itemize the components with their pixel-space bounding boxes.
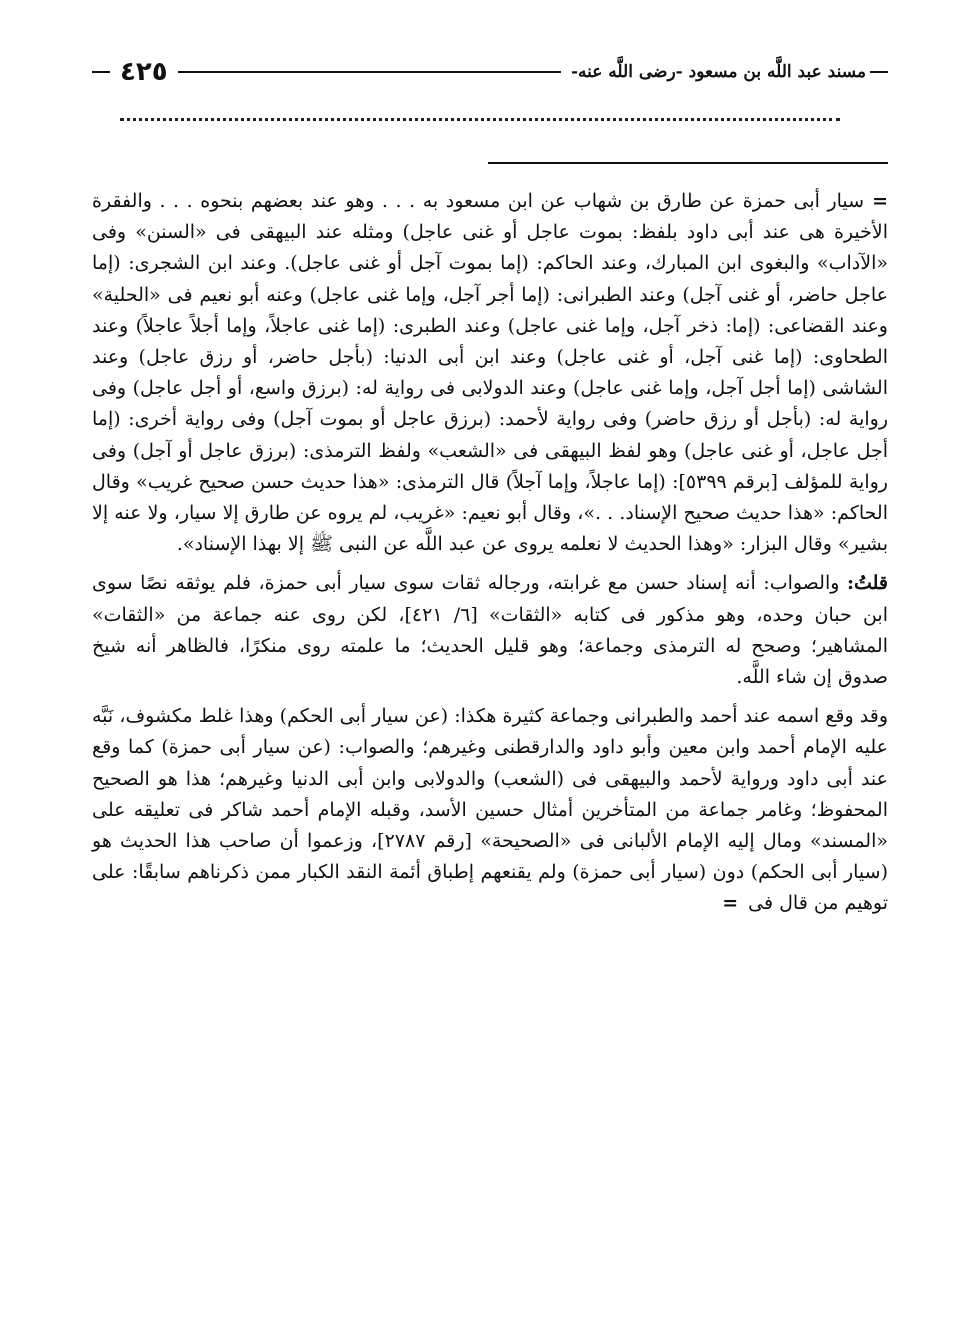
header-dash-left [92, 71, 110, 73]
end-continuation-mark: = [722, 892, 739, 915]
footnote-paragraph-3 [92, 701, 888, 919]
paragraph-lead-word: قلتُ: [846, 572, 888, 595]
footnote-paragraph-1-text: سيار أبى حمزة عن طارق بن شهاب عن ابن مسعود به . . . وهو عند بعضهم بنحوه . . . والفقرة الأخيرة هى عند أبى داود بلفظ: بموت عاجل أو غنى عاجل) ومثله عند البيهقى فى «السنن» وفى «الآداب» والبغوى ابن المبارك، وعند الحاكم: (إما بموت آجل أو غنى عاجل). وعند ابن الشجرى: (إما عاجل حاضر، أو غنى آجل) وعند الطبرانى: (إما أجر آجل، وإما غنى عاجل) وعنه أبو نعيم فى «الحلية» وعند القضاعى: (إما: ذخر آجل، وإما غنى عاجل) وعند الطبرى: (إما غنى عاجلاً، وإما أجلاً عاجلاً) وعند الطحاوى: (إما غنى آجل، أو غنى عاجل) وعند ابن أبى الدنيا: (بأجل حاضر، أو رزق عاجل) وعند الشاشى (إما أجل آجل، وإما غنى عاجل) وعند الدولابى فى رواية له: (برزق واسع، أو أجل عاجل) وفى رواية له: (بأجل أو رزق حاضر) وفى رواية لأحمد: (برزق عاجل أو بموت آجل) وفى رواية أخرى: (إما أجل عاجل، أو غنى عاجل) وهو لفظ البيهقى فى «الشعب» ولفظ الترمذى: (برزق عاجل أو آجل) وفى رواية للمؤلف [برقم ٥٣٩٩]: (إما عاجلاً، وإما آجلاً) قال الترمذى: «هذا حديث حسن صحيح غريب» وقال الحاكم: «هذا حديث صحيح الإسناد. . .»، وقال أبو نعيم: «غريب، لم يروه عن طارق إلا سيار، ولا عنه إلا بشير» وقال البزار: «وهذا الحديث لا نعلمه يروى عن عبد اللَّه عن النبى ﷺ إلا بهذا الإسناد». [92, 190, 888, 556]
footnote-paragraph-2 [92, 568, 888, 693]
footnote-paragraph-3-text: وقد وقع اسمه عند أحمد والطبرانى وجماعة كثيرة هكذا: (عن سيار أبى الحكم) وهذا غلط مكشوف، نَبَّه عليه الإمام أحمد وابن معين وأبو داود والدارقطنى وغيرهم؛ والصواب: (عن سيار أبى حمزة) كما وقع عند أبى داود ورواية لأحمد والبيهقى فى (الشعب) والدولابى وابن أبى الدنيا وغيرهم؛ هذا هو الصحيح المحفوظ؛ وغامر جماعة من المتأخرين أمثال حسين الأسد، وقبله الإمام أحمد شاكر فى تعليقه على «المسند» ومال إليه الإمام الألبانى فى «الصحيحة» [رقم ٢٧٨٧]، وزعموا أن صاحب هذا الحديث هو (سيار أبى الحكم) دون (سيار أبى حمزة) ولم يقنعهم إطباق أئمة النقد الكبار ممن ذكرناهم سابقًا: على توهيم من قال فى [92, 705, 888, 915]
header-rule [178, 71, 561, 73]
footnote-paragraph-1 [92, 186, 888, 560]
footnote-paragraph-2-text: والصواب: أنه إسناد حسن مع غرابته، ورجاله ثقات سوى سيار أبى حمزة، فلم يوثقه نصًا سوى ابن حبان وحده، وهو مذكور فى كتابه «الثقات» [٦/ ٤٢١]، لكن روى عنه جماعة من «الثقات» المشاهير؛ وصحح له الترمذى وجماعة؛ وهو قليل الحديث؛ ما علمته روى منكرًا، فالظاهر أنه شيخ صدوق إن شاء اللَّه. [92, 572, 888, 689]
page-header [92, 52, 888, 92]
running-title: مسند عبد اللَّه بن مسعود -رضى اللَّه عنه- [570, 62, 866, 82]
footnote-text [92, 186, 888, 920]
page-number: ٤٢٥ [120, 57, 168, 87]
dotted-divider [120, 118, 840, 121]
footnote-separator [488, 162, 888, 164]
header-dash-right [870, 71, 888, 73]
continuation-mark: = [872, 190, 888, 212]
